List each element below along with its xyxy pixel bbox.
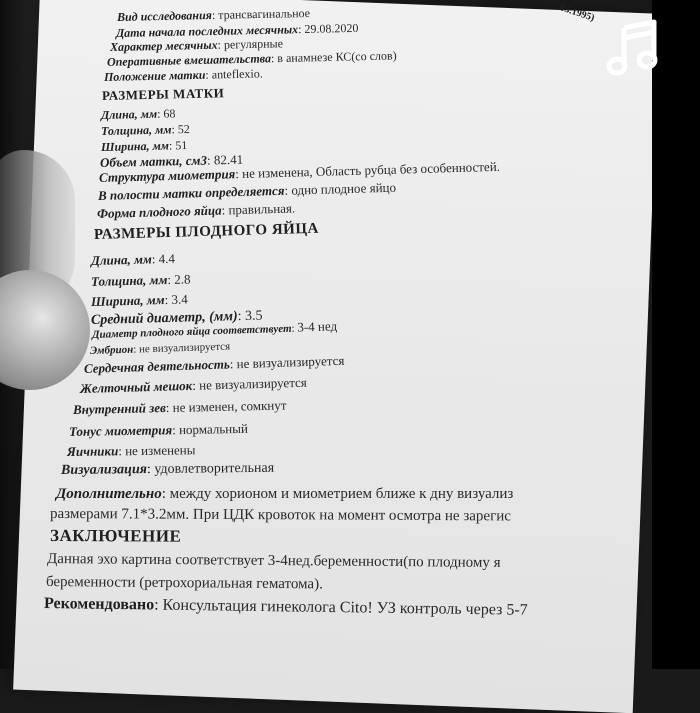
- ovaries-label: Яичники: [66, 443, 119, 459]
- diameter-match-label: Диаметр плодного яйца соответствует: [91, 322, 292, 341]
- visualization-label: Визуализация: [60, 462, 147, 478]
- additional-line-2: размерами 7.1*3.2мм. При ЦДК кровоток на момент осмотра не зарегис: [49, 506, 511, 525]
- uterus-volume-label: Объем матки, см3: [99, 152, 208, 170]
- egg-thickness-value: 2.8: [174, 271, 191, 287]
- ovaries-value: не изменены: [125, 442, 196, 459]
- uterus-position-row: Положение матки: anteflexio.: [103, 66, 263, 84]
- uterus-length-row: Длина, мм: 68: [100, 106, 176, 122]
- uterus-length-label: Длина, мм: [100, 106, 158, 122]
- egg-shape-row: Форма плодного яйца: правильная.: [96, 200, 296, 221]
- cycle-label: Характер месячных: [109, 37, 218, 54]
- egg-length-label: Длина, мм: [90, 251, 152, 268]
- egg-shape-label: Форма плодного яйца: [96, 202, 222, 221]
- recommend-label: Рекомендовано: [43, 595, 155, 614]
- internal-os-value: не изменен, сомкнут: [172, 397, 287, 415]
- tone-row: Тонус миометрия: нормальный: [68, 420, 249, 439]
- heart-label: Сердечная деятельность: [83, 356, 231, 376]
- last-period-label: Дата начала последних месячных: [115, 22, 299, 40]
- uterus-volume-row: Объем матки, см3: 82.41: [99, 151, 244, 170]
- cavity-value: одно плодное яйцо: [291, 179, 397, 198]
- uterus-position-value: anteflexio.: [211, 66, 263, 82]
- embryo-row: Эмбрион: не визуализируется: [89, 340, 231, 357]
- conclusion-title: ЗАКЛЮЧЕНИЕ: [49, 526, 182, 546]
- exam-type-row: Вид исследования: трансвагинальное: [116, 5, 311, 24]
- last-period-value: 29.08.2020: [304, 20, 359, 37]
- uterus-width-value: 51: [175, 138, 188, 153]
- yolk-value: не визуализируется: [198, 374, 307, 393]
- egg-length-value: 4.4: [158, 250, 176, 267]
- embryo-value: не визуализируется: [138, 340, 231, 356]
- diameter-match-value: 3-4 нед: [297, 318, 338, 335]
- exam-type-label: Вид исследования: [116, 8, 213, 24]
- mean-diameter-value: 3.5: [244, 308, 263, 324]
- egg-section-title: РАЗМЕРЫ ПЛОДНОГО ЯЙЦА: [93, 220, 320, 243]
- additional-row: Дополнительно: между хорионом и миометрием ближе к дну визуализ: [56, 486, 514, 502]
- egg-thickness-row: Толщина, мм: 2.8: [90, 271, 191, 289]
- uterus-thickness-value: 52: [177, 121, 190, 137]
- cavity-label: В полости матки определяется: [97, 182, 285, 203]
- uterus-length-value: 68: [163, 106, 176, 121]
- conclusion-line-2: беременности (ретрохориальная гематома).: [45, 574, 323, 593]
- uterus-width-label: Ширина, мм: [100, 138, 170, 154]
- egg-thickness-label: Толщина, мм: [90, 272, 168, 289]
- egg-length-row: Длина, мм: 4.4: [90, 250, 176, 268]
- right-black-border: [652, 0, 700, 669]
- uterus-section-title: РАЗМЕРЫ МАТКИ: [101, 85, 225, 103]
- heart-value: не визуализируется: [236, 352, 345, 372]
- conclusion-line-1: Данная эхо картина соответствует 3-4нед.беременности(по плодному я: [46, 551, 501, 571]
- mean-diameter-label: Средний диаметр, (мм): [90, 309, 238, 328]
- tone-label: Тонус миометрия: [68, 422, 173, 439]
- last-period-row: Дата начала последних месячных: 29.08.2020: [115, 20, 359, 40]
- uterus-width-row: Ширина, мм: 51: [100, 138, 188, 154]
- cycle-row: Характер месячных: регулярные: [109, 36, 284, 54]
- mean-diameter-row: Средний диаметр, (мм): 3.5: [90, 308, 263, 328]
- internal-os-label: Внутренний зев: [72, 400, 166, 417]
- surgery-value: в анамнезе КС(со слов): [277, 48, 397, 66]
- music-note-icon[interactable]: [606, 18, 660, 76]
- myometrium-row: Структура миометрия: не изменена, Область рубца без особенностей.: [98, 158, 501, 185]
- yolk-label: Желточный мешок: [79, 377, 193, 396]
- diameter-match-row: Диаметр плодного яйца соответствует: 3-4 нед: [91, 318, 338, 341]
- surgery-row: Оперативные вмешательства: в анамнезе КС(со слов): [106, 48, 397, 69]
- tone-value: нормальный: [178, 420, 249, 438]
- yolk-row: Желточный мешок: не визуализируется: [79, 374, 307, 396]
- corner-text: 03.1995): [558, 2, 596, 24]
- recommend-value: Консультация гинеколога Cito! УЗ контроль через 5-7: [162, 596, 528, 619]
- additional-value: между хорионом и миометрием ближе к дну визуализ: [169, 486, 514, 502]
- myometrium-label: Структура миометрия: [98, 166, 236, 185]
- additional-label: Дополнительно: [56, 486, 162, 502]
- uterus-position-label: Положение матки: [103, 67, 206, 84]
- surgery-label: Оперативные вмешательства: [106, 51, 272, 69]
- cycle-value: регулярные: [223, 36, 284, 52]
- egg-width-label: Ширина, мм: [90, 292, 165, 309]
- uterus-thickness-label: Толщина, мм: [100, 122, 172, 138]
- uterus-thickness-row: Толщина, мм: 52: [100, 121, 190, 138]
- internal-os-row: Внутренний зев: не изменен, сомкнут: [72, 397, 287, 417]
- cavity-row: В полости матки определяется: одно плодное яйцо: [97, 179, 397, 203]
- exam-type-value: трансвагинальное: [218, 5, 311, 22]
- uterus-volume-value: 82.41: [213, 151, 244, 168]
- egg-width-row: Ширина, мм: 3.4: [90, 291, 188, 309]
- ovaries-row: Яичники: не изменены: [66, 442, 196, 459]
- egg-width-value: 3.4: [171, 291, 188, 307]
- recommend-row: Рекомендовано: Консультация гинеколога Cito! УЗ контроль через 5-7: [43, 595, 528, 619]
- myometrium-value: не изменена, Область рубца без особенностей.: [241, 158, 501, 181]
- visualization-row: Визуализация: удовлетворительная: [60, 460, 275, 478]
- heart-row: Сердечная деятельность: не визуализируется: [83, 352, 345, 376]
- embryo-label: Эмбрион: [89, 343, 134, 357]
- egg-shape-value: правильная.: [228, 200, 296, 218]
- visualization-value: удовлетворительная: [154, 460, 275, 478]
